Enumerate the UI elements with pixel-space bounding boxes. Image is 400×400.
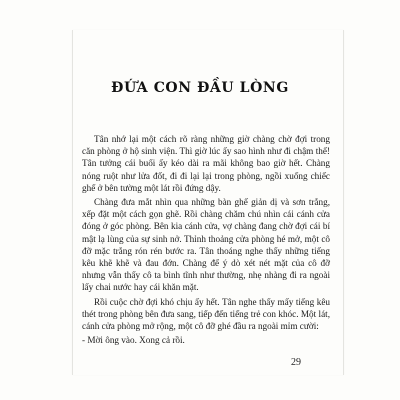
page-number: 29	[291, 357, 301, 368]
paragraph: Chàng đưa mắt nhìn qua những bàn ghế giản dị và sơn trắng, xếp đặt một cách gọn ghẽ. Rồi chàng chăm chú nhìn cái cánh cửa đóng ở góc phòng. Bên kia cánh cửa, vợ chàng đang chờ đợi cái bí mật lạ lùng của sự sinh nở. Thỉnh thoảng cửa phòng hé mở, một cô đỡ mặc trắng rón rén bước ra. Tân thoáng nghe thấy những tiếng kêu khẽ khẽ và đau đớn. Chàng để ý dò xét nét mặt của cô đỡ nhưng vẫn thấy cô ta bình tĩnh như thường, nhẹ nhàng đi ra ngoài lấy chai nước hay cái khăn mặt.	[82, 197, 330, 293]
chapter-body	[82, 133, 330, 348]
paragraph: Tân nhớ lại một cách rõ ràng những giờ chàng chờ đợi trong căn phòng ở hộ sinh viện. Thì giờ lúc ấy sao hình như đi chậm thế! Tân tưởng cái buổi ấy kéo dài ra mãi không bao giờ hết. Chàng nóng ruột như lửa đốt, đi đi lại lại trong phòng, ngồi xuống chiếc ghế ở bên tường một lát rồi đứng dậy.	[82, 134, 330, 193]
dialogue-line: - Mời ông vào. Xong cả rồi.	[82, 335, 185, 346]
paragraph: Rồi cuộc chờ đợi khó chịu ấy hết. Tân nghe thấy mấy tiếng kêu thét trong phòng bên đưa sang, tiếp đến tiếng trẻ con khóc. Một lát, cánh cửa phòng mở rộng, một cô đỡ ghé đầu ra ngoài mỉm cười:	[82, 296, 330, 332]
chapter-title: ĐỨA CON ĐẦU LÒNG	[111, 80, 289, 96]
